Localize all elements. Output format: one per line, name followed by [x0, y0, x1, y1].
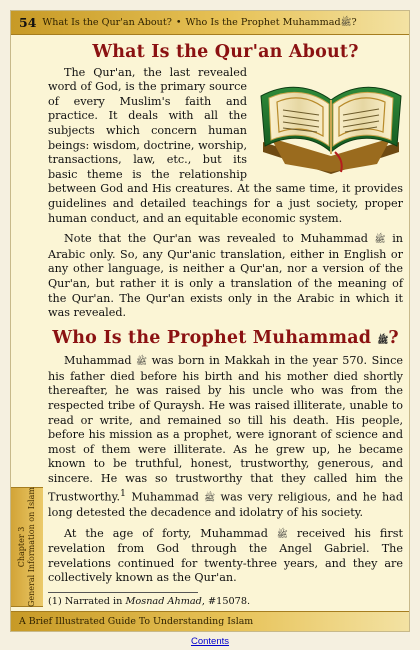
header-question-mark: ? — [351, 17, 357, 28]
sidebar-text — [17, 487, 37, 607]
honorific-symbol: ﷺ — [340, 17, 352, 28]
prophet-paragraph-2: At the age of forty, Muhammad ﷺ received his first revelation from God through the Angel Gabriel. The revelations continued for twenty-three years, and they are collectively known as the Qur'an. — [48, 526, 403, 585]
chapter-sidebar-tab — [11, 487, 43, 607]
page-footer — [11, 611, 409, 631]
quran-paragraph-2: Note that the Qur'an was revealed to Muhammad ﷺ in Arabic only. So, any Qur'anic translation, either in English or any other language, is neither a Qur'an, nor a version of the Qur'an, but rather it is only a translation of the meaning of the Qur'an. The Qur'an exists only in the Arabic in which it was revealed. — [48, 232, 404, 320]
contents-link[interactable]: Contents — [190, 636, 230, 647]
book-page — [10, 10, 410, 632]
page-content — [48, 41, 403, 608]
footnote-rule — [48, 592, 198, 593]
section-heading-quran: What Is the Qur'an About? — [92, 42, 359, 62]
section-heading-prophet: Who Is the Prophet Muhammad ﷺ? — [52, 327, 399, 348]
footer-title: A Brief Illustrated Guide To Understanding Islam — [19, 616, 254, 627]
prophet-paragraph-1: Muhammad ﷺ was born in Makkah in the year 570. Since his father died before his birth and his mother died shortly thereafter, he was raised by his uncle who was from the respected tribe of Quraysh. He was raised illiterate, unable to read or write, and remained so till his death. His people, before his mission as a prophet, were ignorant of science and most of them were illiterate. As he grew up, he became known to be truthful, honest, trustworthy, generous, and sincere. He was so trustworthy that they called him the Trustworthy.$^1$ Muhammad ﷺ was very religious, and he had long detested the decadence and idolatry of his society. — [48, 354, 403, 519]
sidebar-chapter: Chapter 3 — [17, 526, 26, 568]
open-quran-book-icon — [257, 72, 405, 176]
page-header — [11, 11, 409, 35]
header-left-title: What Is the Qur'an About? — [42, 17, 172, 28]
quran-paragraph-1: The Qur'an, the last revealed word of God, is the primary source of every Muslim's faith and practice. It deals with all the subjects which concern human beings: wisdom, doctrine, worship, transactions, law, etc., but its basic theme is the relationship between God and His creatures. At the same time, it provides guidelines and detailed teachings for a just society, proper human conduct, and an equitable economic system. — [48, 65, 403, 225]
header-right-title: Who Is the Prophet Muhammad — [185, 17, 341, 28]
sidebar-subtitle: General Information on Islam — [27, 487, 36, 607]
page-number: 54 — [19, 15, 37, 30]
footnote-ref: 1 — [120, 487, 126, 499]
footnote: (1) Narrated in Mosnad Ahmad, #15078. — [48, 595, 251, 607]
header-separator: • — [175, 17, 182, 28]
